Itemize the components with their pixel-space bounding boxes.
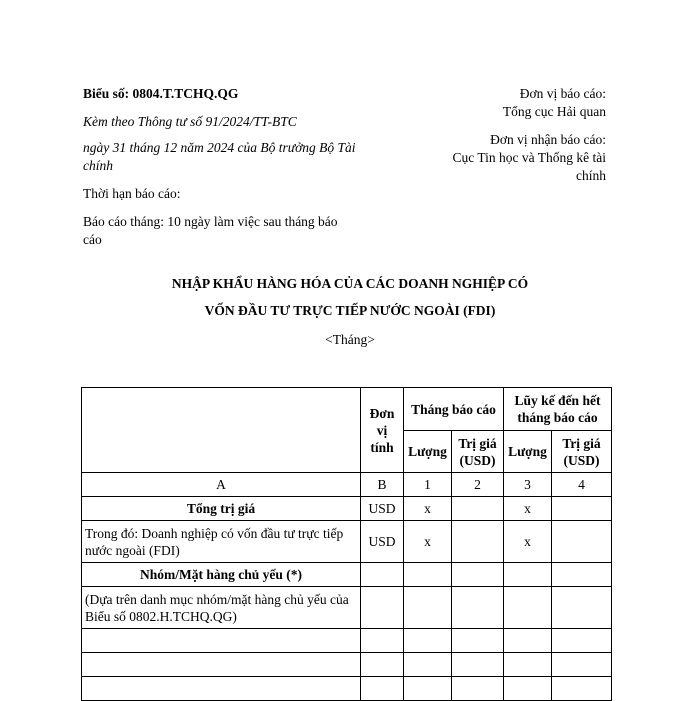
- table-row: [82, 563, 612, 587]
- table-row: [82, 653, 612, 677]
- index-cell-3: 3: [504, 473, 552, 497]
- form-number: Biểu số: 0804.T.TCHQ.QG: [83, 86, 239, 101]
- empty-cell: [552, 563, 612, 587]
- empty-cell: [504, 563, 552, 587]
- empty-cell: [504, 653, 552, 677]
- empty-cell: [404, 563, 452, 587]
- attached-circular: Kèm theo Thông tư số 91/2024/TT-BTC: [83, 114, 297, 129]
- deadline-text: Báo cáo tháng: 10 ngày làm việc sau tháng báo: [83, 214, 338, 229]
- empty-cell: [404, 653, 452, 677]
- index-cell-2: 2: [452, 473, 504, 497]
- row-group-label: Nhóm/Mặt hàng chủ yếu (*): [82, 563, 361, 587]
- empty-cell: [452, 653, 504, 677]
- header-unit: Đơn vị tính: [361, 388, 404, 473]
- empty-cell: [452, 587, 504, 629]
- header-cumulative-value: Trị giá (USD): [552, 431, 612, 473]
- empty-cell: [82, 677, 361, 701]
- empty-cell: [361, 629, 404, 653]
- header-month-group: Tháng báo cáo: [404, 388, 504, 431]
- index-cell-b: B: [361, 473, 404, 497]
- report-table: [81, 387, 612, 701]
- empty-cell: [452, 629, 504, 653]
- empty-cell: [552, 677, 612, 701]
- row-fdi-cumulative-value: [552, 521, 612, 563]
- empty-cell: [504, 677, 552, 701]
- attached-date-line: ngày 31 tháng 12 năm 2024 của Bộ trưởng Bộ Tài: [83, 140, 356, 155]
- empty-cell: [452, 677, 504, 701]
- attached-date-line-cont: chính: [83, 158, 113, 173]
- table-row: [82, 677, 612, 701]
- row-total-unit: USD: [361, 497, 404, 521]
- receiving-unit-value: Cục Tin học và Thống kê tài: [452, 150, 606, 165]
- header-description-cell: [82, 388, 361, 473]
- reporting-unit-label: Đơn vị báo cáo:: [519, 86, 606, 101]
- report-title-line1: NHẬP KHẨU HÀNG HÓA CỦA CÁC DOANH NGHIỆP CÓ: [171, 276, 529, 291]
- table-row: [82, 521, 612, 563]
- empty-cell: [361, 653, 404, 677]
- report-period: <Tháng>: [325, 332, 375, 347]
- table-row: [82, 497, 612, 521]
- row-basis-label: (Dựa trên danh mục nhóm/mặt hàng chủ yếu của Biểu số 0802.H.TCHQ.QG): [82, 587, 361, 629]
- empty-cell: [452, 563, 504, 587]
- empty-cell: [82, 629, 361, 653]
- row-fdi-month-value: [452, 521, 504, 563]
- empty-cell: [552, 653, 612, 677]
- header-cumulative-group: Lũy kế đến hết tháng báo cáo: [504, 388, 612, 431]
- empty-cell: [361, 587, 404, 629]
- header-month-value: Trị giá (USD): [452, 431, 504, 473]
- row-total-month-quantity: x: [404, 497, 452, 521]
- row-total-label: Tổng trị giá: [82, 497, 361, 521]
- empty-cell: [82, 653, 361, 677]
- empty-cell: [404, 677, 452, 701]
- index-cell-a: A: [82, 473, 361, 497]
- row-total-month-value: [452, 497, 504, 521]
- row-fdi-month-quantity: x: [404, 521, 452, 563]
- deadline-label: Thời hạn báo cáo:: [83, 186, 181, 201]
- row-fdi-label: Trong đó: Doanh nghiệp có vốn đầu tư trực tiếp nước ngoài (FDI): [82, 521, 361, 563]
- empty-cell: [552, 587, 612, 629]
- empty-cell: [404, 629, 452, 653]
- table-row: [82, 587, 612, 629]
- empty-cell: [361, 563, 404, 587]
- row-total-cumulative-quantity: x: [504, 497, 552, 521]
- header-cumulative-quantity: Lượng: [504, 431, 552, 473]
- reporting-unit-value: Tổng cục Hải quan: [502, 104, 606, 119]
- index-cell-4: 4: [552, 473, 612, 497]
- receiving-unit-label: Đơn vị nhận báo cáo:: [490, 132, 606, 147]
- row-fdi-unit: USD: [361, 521, 404, 563]
- deadline-text-cont: cáo: [83, 232, 102, 247]
- empty-cell: [504, 587, 552, 629]
- receiving-unit-value-cont: chính: [576, 168, 606, 183]
- empty-cell: [552, 629, 612, 653]
- empty-cell: [504, 629, 552, 653]
- empty-cell: [404, 587, 452, 629]
- row-fdi-cumulative-quantity: x: [504, 521, 552, 563]
- table-row: [82, 629, 612, 653]
- empty-cell: [361, 677, 404, 701]
- report-title-line2: VỐN ĐẦU TƯ TRỰC TIẾP NƯỚC NGOÀI (FDI): [204, 303, 496, 318]
- row-total-cumulative-value: [552, 497, 612, 521]
- header-month-quantity: Lượng: [404, 431, 452, 473]
- index-cell-1: 1: [404, 473, 452, 497]
